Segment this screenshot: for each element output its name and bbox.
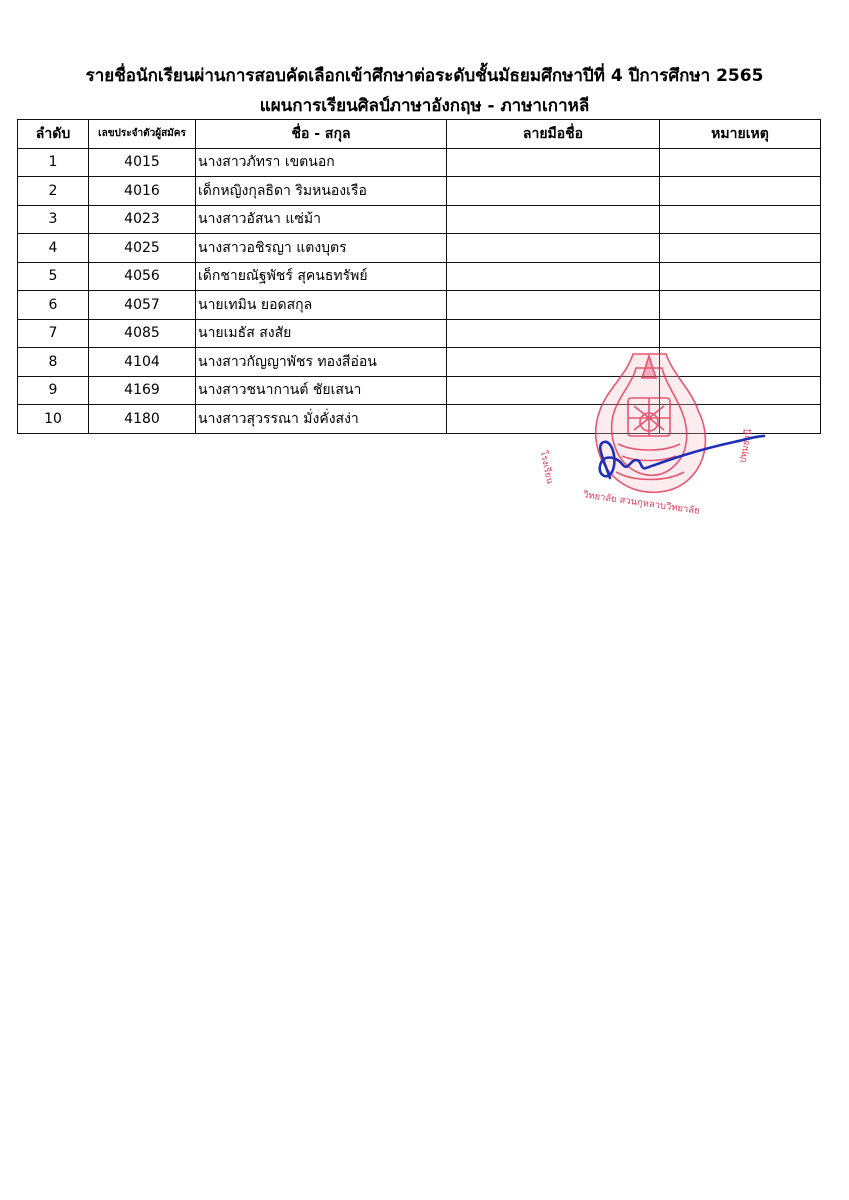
cell-note (660, 291, 821, 320)
cell-note (660, 177, 821, 206)
cell-name: เด็กชายณัฐพัชร์ สุคนธทรัพย์ (196, 262, 447, 291)
cell-no: 9 (18, 376, 89, 405)
svg-text:วิทยาลัย สวนกุหลาบวิทยาลัย: วิทยาลัย สวนกุหลาบวิทยาลัย (582, 489, 701, 517)
cell-name: นางสาวอัสนา แซ่ม้า (196, 205, 447, 234)
cell-no: 1 (18, 148, 89, 177)
cell-applicant-id: 4023 (89, 205, 196, 234)
cell-signature (447, 262, 660, 291)
table-row (18, 319, 821, 348)
col-header-note: หมายเหตุ (660, 120, 821, 149)
cell-no: 5 (18, 262, 89, 291)
school-seal-icon (538, 348, 778, 533)
svg-text:ปทุมธานี: ปทุมธานี (738, 428, 755, 464)
cell-signature (447, 148, 660, 177)
cell-no: 6 (18, 291, 89, 320)
cell-applicant-id: 4180 (89, 405, 196, 434)
cell-no: 4 (18, 234, 89, 263)
cell-name: นายเทมิน ยอดสกุล (196, 291, 447, 320)
cell-signature (447, 319, 660, 348)
cell-applicant-id: 4085 (89, 319, 196, 348)
cell-applicant-id: 4169 (89, 376, 196, 405)
cell-applicant-id: 4057 (89, 291, 196, 320)
table-row (18, 234, 821, 263)
table-row (18, 291, 821, 320)
table-row (18, 262, 821, 291)
cell-name: นางสาวสุวรรณา มั่งคั่งสง่า (196, 405, 447, 434)
cell-note (660, 148, 821, 177)
cell-no: 3 (18, 205, 89, 234)
cell-name: นางสาวภัทรา เขตนอก (196, 148, 447, 177)
cell-name: นายเมธัส สงสัย (196, 319, 447, 348)
page-title: รายชื่อนักเรียนผ่านการสอบคัดเลือกเข้าศึกษาต่อระดับชั้นมัธยมศึกษาปีที่ 4 ปีการศึกษา 2565 (85, 66, 764, 86)
cell-applicant-id: 4025 (89, 234, 196, 263)
cell-note (660, 319, 821, 348)
cell-name: นางสาวอชิรญา แตงบุตร (196, 234, 447, 263)
page-subtitle: แผนการเรียนศิลป์ภาษาอังกฤษ - ภาษาเกาหลี (259, 96, 590, 116)
cell-applicant-id: 4015 (89, 148, 196, 177)
table-header-row (18, 120, 821, 149)
cell-note (660, 234, 821, 263)
cell-signature (447, 234, 660, 263)
cell-signature (447, 177, 660, 206)
svg-text:โรงเรียน: โรงเรียน (538, 449, 555, 485)
cell-name: เด็กหญิงกุลธิดา ริมหนองเรือ (196, 177, 447, 206)
col-header-no: ลำดับ (18, 120, 89, 149)
cell-no: 2 (18, 177, 89, 206)
cell-no: 10 (18, 405, 89, 434)
table-row (18, 205, 821, 234)
cell-no: 8 (18, 348, 89, 377)
table-row (18, 177, 821, 206)
cell-applicant-id: 4104 (89, 348, 196, 377)
cell-signature (447, 291, 660, 320)
cell-applicant-id: 4016 (89, 177, 196, 206)
cell-note (660, 205, 821, 234)
col-header-name: ชื่อ - สกุล (196, 120, 447, 149)
cell-applicant-id: 4056 (89, 262, 196, 291)
col-header-applicant-id: เลขประจำตัวผู้สมัคร (89, 120, 196, 149)
cell-no: 7 (18, 319, 89, 348)
cell-name: นางสาวกัญญาพัชร ทองสีอ่อน (196, 348, 447, 377)
cell-note (660, 262, 821, 291)
cell-signature (447, 205, 660, 234)
table-row (18, 148, 821, 177)
col-header-signature: ลายมือชื่อ (447, 120, 660, 149)
cell-name: นางสาวชนากานต์ ชัยเสนา (196, 376, 447, 405)
